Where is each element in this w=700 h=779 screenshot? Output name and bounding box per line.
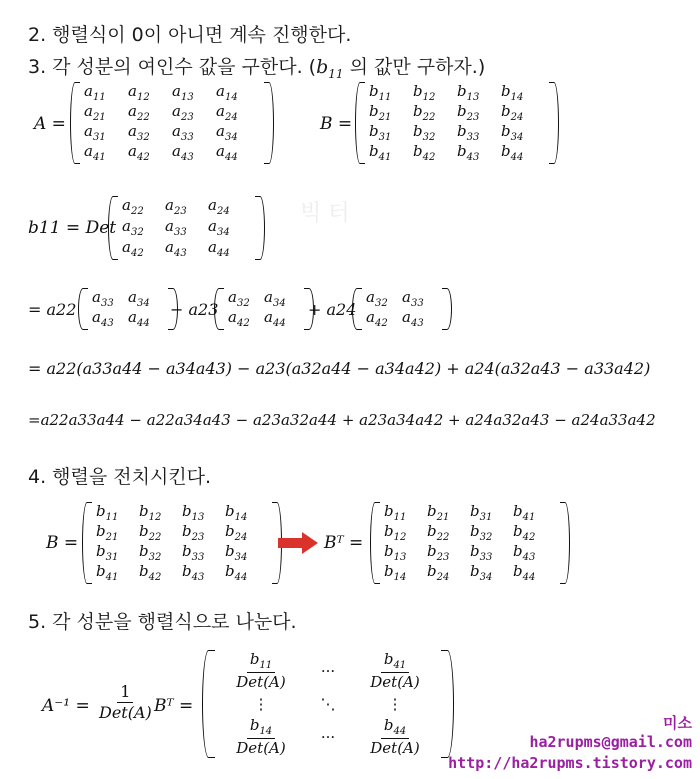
inverse-entry-numerator: $b_{41}$ (381, 650, 409, 674)
cofactor-minor-grid (118, 196, 255, 260)
transpose-bt-grid (380, 502, 560, 584)
matrix-entry: $a_{23}$ (172, 101, 194, 123)
matrix-entry: $a_{34}$ (208, 217, 230, 238)
transpose-bt-matrix (370, 502, 570, 584)
matrix-entry: $a_{32}$ (366, 287, 388, 309)
matrix-entry: $a_{42}$ (228, 307, 250, 329)
step-3-heading (28, 52, 485, 81)
matrix-entry: $b_{11}$ (369, 81, 392, 103)
inverse-entry: ⋮ (253, 695, 269, 713)
matrix-entry: $a_{22}$ (128, 101, 150, 123)
tbt-left-paren (370, 502, 380, 584)
matrix-entry: $b_{21}$ (427, 501, 450, 523)
matrix-entry: $a_{24}$ (208, 196, 230, 217)
tbt-right-paren (560, 502, 570, 584)
minor-left-paren (108, 196, 118, 260)
matrix-entry: $b_{33}$ (470, 541, 493, 563)
matrix-entry: $b_{31}$ (96, 541, 119, 563)
inverse-fraction-frac (96, 682, 155, 723)
matrix-entry: $b_{21}$ (369, 101, 392, 123)
footer-email: ha2rupms@gmail.com (529, 733, 692, 751)
matrix-entry: $b_{33}$ (182, 541, 205, 563)
matrix-entry: $b_{34}$ (225, 541, 248, 563)
matrix-entry: $b_{21}$ (96, 521, 119, 543)
inverse-entry-numerator: $b_{11}$ (247, 650, 275, 674)
watermark: 빅 터 (300, 201, 350, 226)
matrix-entry: $b_{42}$ (413, 141, 436, 163)
matrix-entry: $a_{43}$ (172, 141, 194, 163)
matrix-entry: $a_{24}$ (216, 101, 238, 123)
matrix-entry: $b_{24}$ (427, 561, 450, 583)
matrix-entry: $a_{11}$ (84, 81, 106, 103)
matrix-entry: $a_{31}$ (84, 121, 106, 143)
inverse-entry-fraction (233, 716, 288, 758)
inverse-denominator: Det(A) (99, 703, 152, 722)
matrix-entry: $b_{23}$ (457, 101, 480, 123)
step-5-heading: 5. 각 성분을 행렬식으로 나눈다. (28, 611, 297, 633)
matrix-b (355, 82, 559, 164)
matrix-a (70, 82, 274, 164)
matrix-entry: $a_{22}$ (122, 196, 144, 217)
inv-left-paren (202, 650, 215, 758)
matrix-entry: $a_{32}$ (122, 217, 144, 238)
inverse-entry: ··· (320, 662, 336, 680)
matrix-entry: $b_{22}$ (413, 101, 436, 123)
matrix-entry: $a_{43}$ (402, 307, 424, 329)
minor3-right-paren (442, 288, 452, 330)
expansion-minor-2-grid (224, 288, 304, 330)
matrix-entry: $b_{22}$ (427, 521, 450, 543)
inverse-entry-denominator: Det(A) (370, 673, 420, 692)
matrix-entry: $a_{44}$ (216, 141, 238, 163)
expansion-term-3: + a24 (308, 300, 357, 319)
matrix-entry: $a_{33}$ (165, 217, 187, 238)
inverse-entry (233, 650, 288, 692)
matrix-entry: $b_{12}$ (384, 521, 407, 543)
matrix-entry: $a_{33}$ (92, 287, 114, 309)
inverse-entry-fraction (367, 716, 422, 758)
transpose-b-label: B = (46, 533, 79, 553)
inverse-entry-numerator: $b_{14}$ (247, 716, 275, 740)
matrix-a-grid (80, 82, 264, 164)
matrix-entry: $b_{23}$ (427, 541, 450, 563)
matrix-entry: $b_{42}$ (139, 561, 162, 583)
matrix-entry: $a_{23}$ (165, 196, 187, 217)
matrix-b-right-paren (549, 82, 559, 164)
cofactor-lhs: b11 = Det (28, 218, 117, 238)
matrix-entry: $a_{44}$ (264, 307, 286, 329)
expansion-minor-3-grid (362, 288, 442, 330)
matrix-a-right-paren (264, 82, 274, 164)
inverse-entry-denominator: Det(A) (370, 739, 420, 758)
matrix-entry: $b_{42}$ (513, 521, 536, 543)
matrix-entry: $b_{24}$ (501, 101, 524, 123)
matrix-entry: $b_{24}$ (225, 521, 248, 543)
inverse-entry (367, 716, 422, 758)
matrix-entry: $b_{41}$ (369, 141, 392, 163)
expansion-term-1: = a22 (28, 300, 77, 319)
expansion-term-2: − a23 (170, 300, 219, 319)
inverse-entry: ⋱ (320, 695, 336, 713)
matrix-entry: $b_{32}$ (139, 541, 162, 563)
matrix-entry: $b_{43}$ (457, 141, 480, 163)
minor3-left-paren (352, 288, 362, 330)
matrix-entry: $a_{43}$ (165, 238, 187, 259)
expansion-line-3: =a22a33a44 − a22a34a43 − a23a32a44 + a23a34a42 + a24a32a43 − a24a33a42 (28, 411, 656, 429)
matrix-entry: $b_{14}$ (225, 501, 248, 523)
minor-right-paren (255, 196, 265, 260)
step-4-heading: 4. 행렬을 전치시킨다. (28, 466, 212, 488)
inverse-lhs: A⁻¹ = (42, 696, 90, 716)
matrix-entry: $b_{31}$ (369, 121, 392, 143)
matrix-entry: $a_{44}$ (128, 307, 150, 329)
matrix-entry: $b_{13}$ (182, 501, 205, 523)
inverse-entry (367, 650, 422, 692)
cofactor-minor (108, 196, 265, 260)
matrix-b-left-paren (355, 82, 365, 164)
matrix-entry: $b_{12}$ (413, 81, 436, 103)
inverse-bt-label: Bᵀ = (154, 696, 194, 716)
step-3-suffix: 의 값만 구하자.) (343, 56, 486, 78)
matrix-entry: $b_{11}$ (96, 501, 119, 523)
matrix-entry: $a_{34}$ (264, 287, 286, 309)
matrix-entry: $b_{13}$ (457, 81, 480, 103)
matrix-b-grid (365, 82, 549, 164)
matrix-entry: $b_{34}$ (501, 121, 524, 143)
matrix-entry: $a_{33}$ (402, 287, 424, 309)
expansion-line-2: = a22(a33a44 − a34a43) − a23(a32a44 − a34a42) + a24(a32a43 − a33a42) (28, 359, 651, 378)
matrix-entry: $b_{14}$ (384, 561, 407, 583)
matrix-entry: $a_{34}$ (216, 121, 238, 143)
matrix-entry: $a_{42}$ (122, 238, 144, 259)
matrix-entry: $b_{44}$ (501, 141, 524, 163)
matrix-b-label: B = (320, 114, 353, 134)
tb-left-paren (82, 502, 92, 584)
inverse-entry (233, 716, 288, 758)
matrix-entry: $b_{44}$ (225, 561, 248, 583)
matrix-entry: $a_{32}$ (128, 121, 150, 143)
matrix-entry: $b_{41}$ (96, 561, 119, 583)
matrix-entry: $b_{11}$ (384, 501, 407, 523)
matrix-entry: $b_{41}$ (513, 501, 536, 523)
matrix-entry: $b_{12}$ (139, 501, 162, 523)
matrix-entry: $b_{34}$ (470, 561, 493, 583)
matrix-entry: $b_{32}$ (470, 521, 493, 543)
right-arrow-icon (278, 532, 318, 554)
expansion-minor-3 (352, 288, 452, 330)
step-2-heading: 2. 행렬식이 0이 아니면 계속 진행한다. (28, 24, 352, 46)
footer-author: 미소 (663, 714, 692, 732)
inverse-entry: ⋮ (387, 695, 403, 713)
matrix-entry: $a_{14}$ (216, 81, 238, 103)
matrix-entry: $b_{13}$ (384, 541, 407, 563)
step-3-var: b (316, 56, 329, 78)
inverse-matrix-grid (215, 650, 441, 758)
matrix-entry: $b_{33}$ (457, 121, 480, 143)
matrix-entry: $a_{41}$ (84, 141, 106, 163)
matrix-entry: $a_{42}$ (128, 141, 150, 163)
inverse-numerator: 1 (117, 682, 133, 703)
expansion-minor-2 (214, 288, 314, 330)
matrix-entry: $a_{21}$ (84, 101, 106, 123)
matrix-entry: $b_{43}$ (513, 541, 536, 563)
matrix-entry: $a_{44}$ (208, 238, 230, 259)
inverse-entry: ··· (320, 728, 336, 746)
matrix-entry: $b_{23}$ (182, 521, 205, 543)
matrix-a-label: A = (34, 114, 66, 134)
matrix-entry: $a_{32}$ (228, 287, 250, 309)
matrix-entry: $b_{22}$ (139, 521, 162, 543)
inverse-fraction (96, 682, 155, 723)
inverse-entry-fraction (233, 650, 288, 692)
inverse-entry-denominator: Det(A) (236, 673, 286, 692)
inverse-entry-denominator: Det(A) (236, 739, 286, 758)
step-3-prefix: 3. 각 성분의 여인수 값을 구한다. ( (28, 56, 317, 78)
transpose-bt-label: Bᵀ = (324, 533, 364, 553)
minor1-left-paren (78, 288, 88, 330)
expansion-minor-1 (78, 288, 178, 330)
matrix-entry: $a_{12}$ (128, 81, 150, 103)
footer-url: http://ha2rupms.tistory.com (448, 754, 692, 772)
expansion-minor-1-grid (88, 288, 168, 330)
transpose-b-matrix (82, 502, 282, 584)
inverse-entry-fraction (367, 650, 422, 692)
matrix-entry: $b_{44}$ (513, 561, 536, 583)
matrix-entry: $a_{42}$ (366, 307, 388, 329)
inverse-matrix (202, 650, 454, 758)
matrix-entry: $b_{31}$ (470, 501, 493, 523)
matrix-entry: $a_{34}$ (128, 287, 150, 309)
matrix-entry: $a_{13}$ (172, 81, 194, 103)
matrix-entry: $b_{32}$ (413, 121, 436, 143)
matrix-entry: $b_{14}$ (501, 81, 524, 103)
matrix-entry: $a_{43}$ (92, 307, 114, 329)
matrix-a-left-paren (70, 82, 80, 164)
minor2-left-paren (214, 288, 224, 330)
inv-right-paren (441, 650, 454, 758)
matrix-entry: $a_{33}$ (172, 121, 194, 143)
matrix-entry: $b_{43}$ (182, 561, 205, 583)
step-3-sub: 11 (328, 66, 344, 81)
transpose-b-grid (92, 502, 272, 584)
inverse-entry-numerator: $b_{44}$ (381, 716, 409, 740)
